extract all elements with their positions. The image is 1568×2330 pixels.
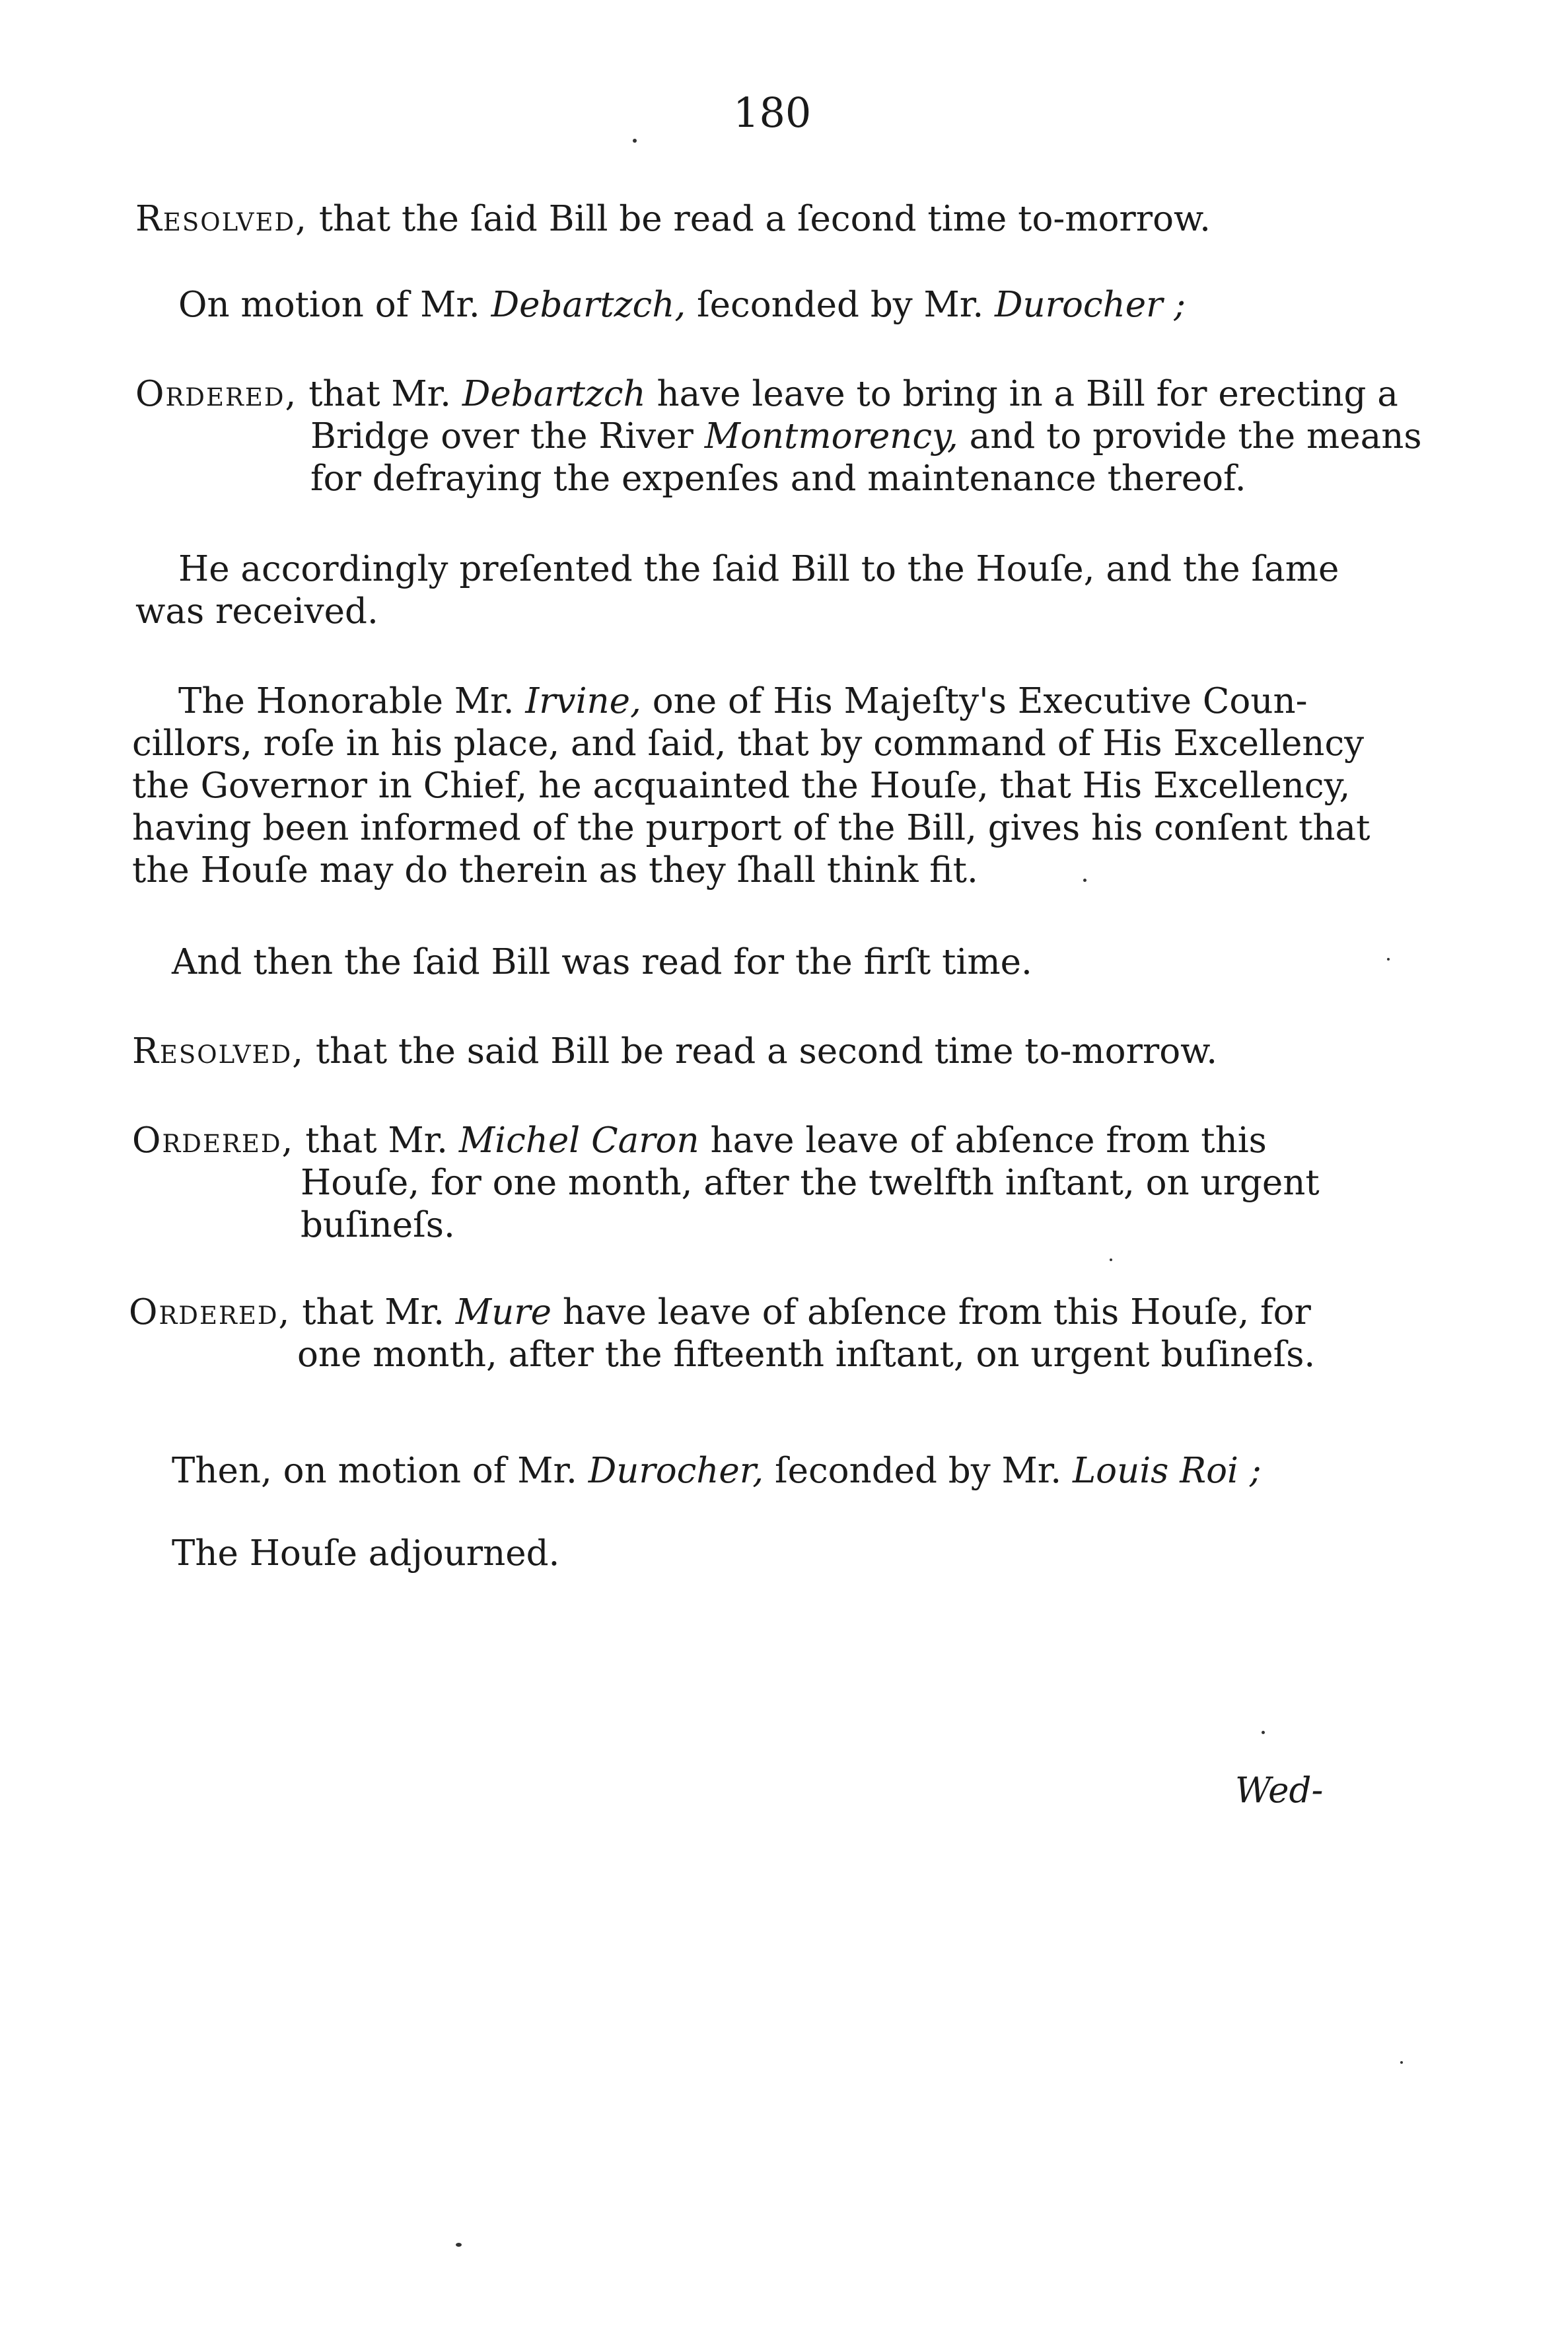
ordered-lead: Ordered, bbox=[135, 374, 298, 414]
member-name: Michel Caron bbox=[458, 1120, 699, 1161]
paragraph-adjourned bbox=[172, 1533, 559, 1575]
print-speck bbox=[1110, 1258, 1112, 1261]
paragraph-ordered-bridge bbox=[135, 373, 1422, 500]
print-speck bbox=[1400, 2061, 1403, 2064]
caron-line-3: buſineſs. bbox=[301, 1205, 455, 1245]
irvine-text: The Honorable Mr. bbox=[178, 681, 526, 721]
paragraph-presented bbox=[135, 548, 1339, 633]
resolved-text: that the ſaid Bill be read a ſecond time to-morrow. bbox=[308, 199, 1211, 239]
resolved-lead: Resolved, bbox=[135, 199, 308, 239]
print-speck bbox=[1083, 879, 1087, 882]
member-name: Debartzch bbox=[462, 374, 646, 414]
paragraph-ordered-caron bbox=[132, 1120, 1320, 1247]
paragraph-first-reading bbox=[172, 941, 1032, 984]
ordered-text: that Mr. bbox=[291, 1292, 456, 1332]
irvine-line-1 bbox=[132, 680, 1370, 723]
paragraph-ordered-mure bbox=[129, 1292, 1315, 1376]
presented-line-2: was received. bbox=[135, 591, 378, 632]
ordered-text: and to provide the means bbox=[958, 416, 1422, 456]
first-reading-text: And then the ſaid Bill was read for the firſt time. bbox=[172, 942, 1032, 982]
paragraph-resolved-2 bbox=[132, 1031, 1217, 1073]
mure-line-2: one month, after the fifteenth inſtant, on urgent buſineſs. bbox=[297, 1334, 1316, 1375]
ordered-line-3: for defraying the expenſes and maintenance thereof. bbox=[310, 458, 1246, 499]
resolved-text: that the said Bill be read a second time to-morrow. bbox=[304, 1031, 1218, 1072]
irvine-line-3: the Governor in Chief, he acquainted the Houſe, that His Excellency, bbox=[132, 766, 1351, 806]
paragraph-resolved-1 bbox=[135, 198, 1211, 240]
ordered-text: have leave of abſence from this Houſe, for bbox=[551, 1292, 1311, 1332]
irvine-text: one of His Majeſty's Executive Coun- bbox=[641, 681, 1308, 721]
resolved-lead: Resolved, bbox=[132, 1031, 305, 1072]
ordered-lead: Ordered, bbox=[132, 1120, 295, 1161]
member-name: Durocher ; bbox=[995, 285, 1186, 325]
paragraph-motion-1 bbox=[178, 284, 1186, 326]
ordered-text: that Mr. bbox=[294, 1120, 459, 1161]
motion-text: ſeconded by Mr. bbox=[686, 285, 995, 325]
member-name: Durocher, bbox=[588, 1451, 764, 1491]
member-name: Debartzch, bbox=[491, 285, 686, 325]
print-speck bbox=[456, 2243, 462, 2247]
ordered-lead: Ordered, bbox=[129, 1292, 291, 1332]
irvine-line-4: having been informed of the purport of the Bill, gives his conſent that bbox=[132, 808, 1371, 848]
print-speck bbox=[1387, 958, 1390, 961]
ordered-text: have leave of abſence from this bbox=[699, 1120, 1267, 1161]
paragraph-motion-adjourn bbox=[172, 1450, 1262, 1492]
ordered-line-2 bbox=[135, 416, 1422, 458]
presented-line-1: He accordingly preſented the ſaid Bill to the Houſe, and the ſame bbox=[178, 549, 1339, 589]
river-name: Montmorency, bbox=[704, 416, 958, 456]
motion-text: ſeconded by Mr. bbox=[764, 1451, 1073, 1491]
irvine-line-2: cillors, roſe in his place, and ſaid, that by command of His Excellency bbox=[132, 723, 1365, 764]
catchword: Wed- bbox=[1235, 1770, 1324, 1811]
ordered-text: have leave to bring in a Bill for erecting a bbox=[645, 374, 1398, 414]
motion-text: Then, on motion of Mr. bbox=[172, 1451, 588, 1491]
print-speck bbox=[633, 139, 637, 143]
member-name: Irvine, bbox=[525, 681, 641, 721]
page-number: 180 bbox=[733, 89, 812, 137]
print-speck bbox=[1262, 1731, 1265, 1734]
motion-text: On motion of Mr. bbox=[178, 285, 491, 325]
caron-line-2: Houſe, for one month, after the twelfth inſtant, on urgent bbox=[301, 1163, 1320, 1203]
irvine-line-5: the Houſe may do therein as they ſhall think fit. bbox=[132, 850, 978, 891]
adjourned-text: The Houſe adjourned. bbox=[172, 1533, 560, 1574]
paragraph-irvine bbox=[132, 680, 1370, 892]
ordered-text: Bridge over the River bbox=[310, 416, 705, 456]
member-name: Mure bbox=[455, 1292, 552, 1332]
ordered-text: that Mr. bbox=[297, 374, 462, 414]
member-name: Louis Roi ; bbox=[1072, 1451, 1262, 1491]
